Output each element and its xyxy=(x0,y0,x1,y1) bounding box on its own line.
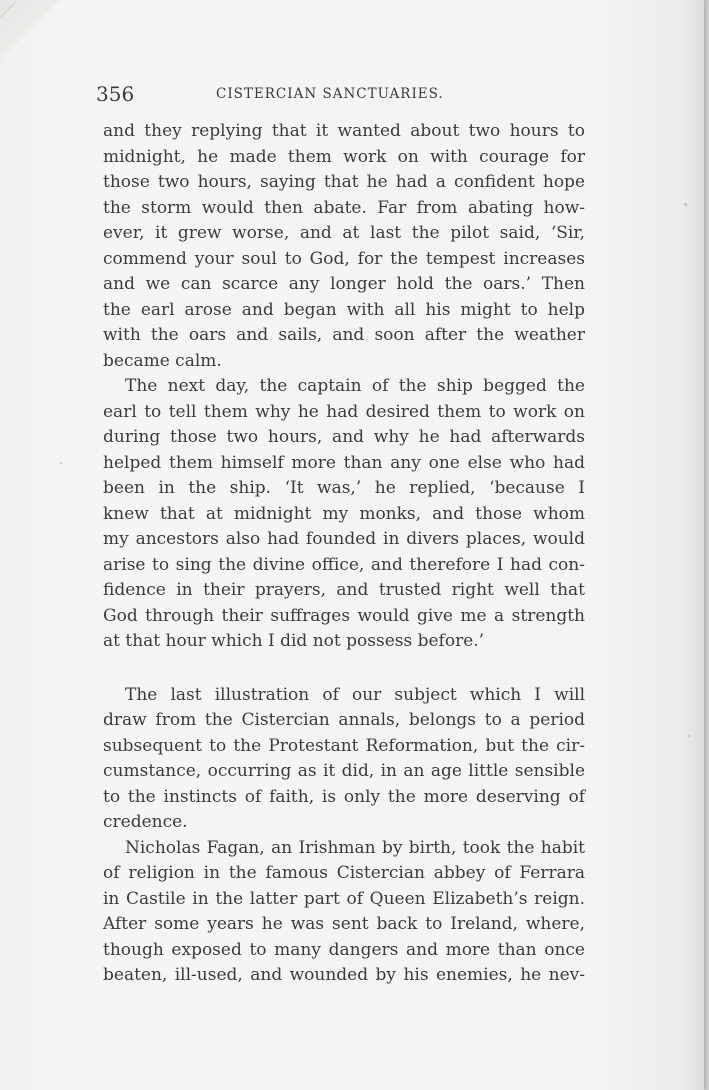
text-line: beaten, ill-used, and wounded by his enemies, he nev- xyxy=(103,965,585,985)
text-line: and we can scarce any longer hold the oars.’ Then xyxy=(103,274,585,294)
text-line: ever, it grew worse, and at last the pilot said, ‘Sir, xyxy=(103,223,585,243)
page-number: 356 xyxy=(96,82,135,106)
text-line: of religion in the famous Cistercian abbey of Ferrara xyxy=(103,863,585,883)
text-line: commend your soul to God, for the tempest increases xyxy=(103,248,585,269)
text-line: earl to tell them why he had desired them to work on xyxy=(103,401,585,422)
paragraph-3 xyxy=(103,683,585,836)
text-line: those two hours, saying that he had a confident hope xyxy=(103,172,585,192)
text-line: God through their suffrages would give me a strength xyxy=(103,605,585,626)
page-header xyxy=(96,82,586,106)
text-line: though exposed to many dangers and more than once xyxy=(103,939,585,960)
text-line: subsequent to the Protestant Reformation, but the cir- xyxy=(103,735,585,756)
paper-speck xyxy=(60,462,62,464)
text-line: in Castile in the latter part of Queen Elizabeth’s reign. xyxy=(103,888,585,909)
section-break xyxy=(103,655,585,683)
text-line: to the instincts of faith, is only the more deserving of xyxy=(103,786,585,807)
text-line: fidence in their prayers, and trusted right well that xyxy=(103,580,585,600)
paper-speck xyxy=(688,735,690,737)
paper-speck xyxy=(684,203,687,206)
text-line: After some years he was sent back to Ireland, where, xyxy=(103,914,585,934)
folded-corner xyxy=(0,0,62,62)
text-line: midnight, he made them work on with courage for xyxy=(103,146,585,167)
body-text xyxy=(103,119,585,989)
text-line: knew that at midnight my monks, and those whom xyxy=(103,503,585,524)
paragraph-2 xyxy=(103,374,585,655)
text-line: and they replying that it wanted about two hours to xyxy=(103,121,585,141)
text-line: Nicholas Fagan, an Irishman by birth, took the habit xyxy=(125,837,585,858)
text-line: The next day, the captain of the ship begged the xyxy=(125,376,585,396)
text-line: the storm would then abate. Far from abating how- xyxy=(103,197,585,218)
text-line: cumstance, occurring as it did, in an age little sensible xyxy=(103,761,585,781)
running-head: CISTERCIAN SANCTUARIES. xyxy=(216,86,444,102)
text-line: credence. xyxy=(103,812,188,832)
text-line: my ancestors also had founded in divers places, would xyxy=(103,529,585,549)
paragraph-4 xyxy=(103,836,585,989)
paragraph-1 xyxy=(103,119,585,374)
text-line: helped them himself more than any one else who had xyxy=(103,452,585,473)
text-line: been in the ship. ‘It was,’ he replied, ‘because I xyxy=(103,478,585,498)
text-line: draw from the Cistercian annals, belongs to a period xyxy=(103,710,585,730)
text-line: The last illustration of our subject which I will xyxy=(125,684,585,705)
text-line: with the oars and sails, and soon after the weather xyxy=(103,325,585,345)
text-line: arise to sing the divine office, and therefore I had con- xyxy=(103,554,585,575)
text-line: became calm. xyxy=(103,350,222,371)
text-line: the earl arose and began with all his might to help xyxy=(103,299,585,320)
text-line: during those two hours, and why he had afterwards xyxy=(103,427,585,447)
text-line: at that hour which I did not possess before.’ xyxy=(103,631,485,651)
